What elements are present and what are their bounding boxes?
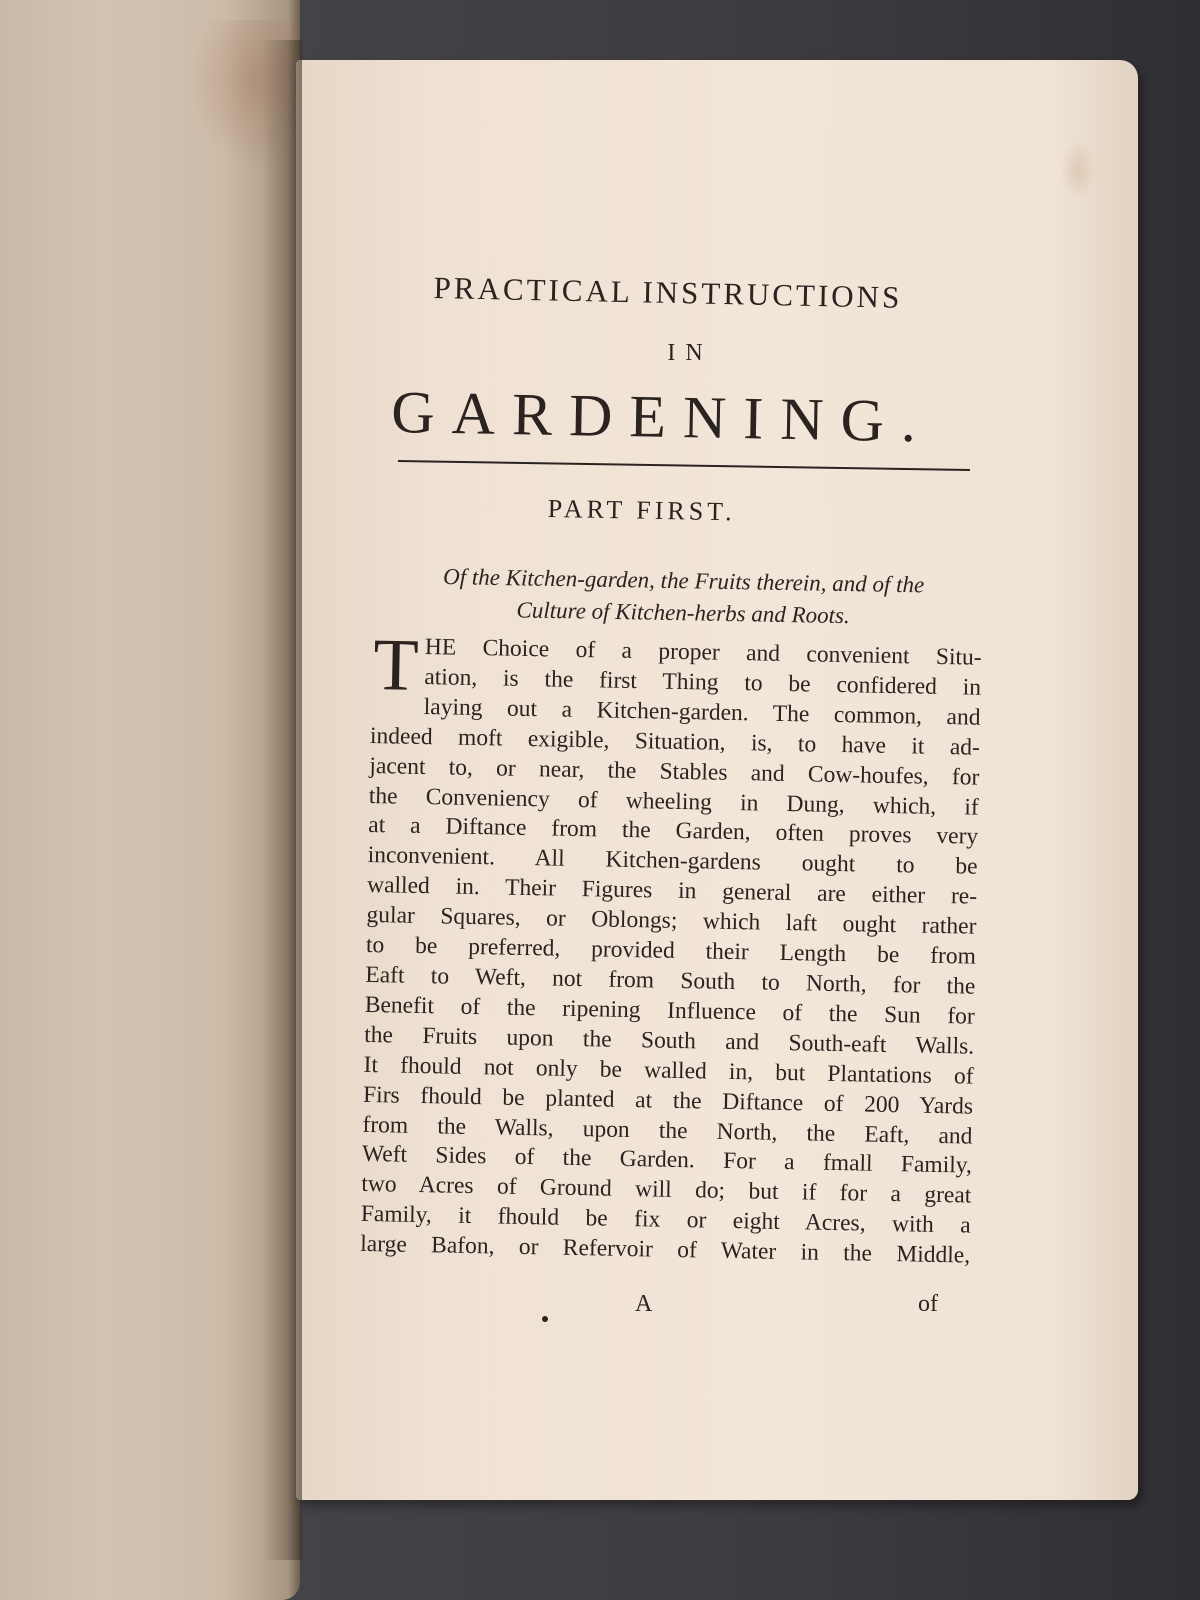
part-heading: PART FIRST.: [547, 494, 736, 527]
body-line: Firs fhould be planted at the Diftance of 200 Yards: [362, 1081, 974, 1120]
body-line: Family, it fhould be fix or eight Acres, with a: [360, 1201, 971, 1239]
body-line: ation, is the first Thing to be confidered in: [424, 663, 982, 701]
body-line: gular Squares, or Oblongs; which laft ought rather: [366, 902, 977, 940]
body-line: the Fruits upon the South and South-eaft Walls.: [364, 1021, 975, 1060]
body-line: the Conveniency of wheeling in Dung, which, if: [368, 782, 979, 821]
body-line: inconvenient. All Kitchen-gardens ought to be: [367, 842, 978, 881]
title-in: IN: [667, 340, 713, 366]
body-line: from the Walls, upon the North, the Eaft, and: [362, 1111, 973, 1150]
drop-cap: T: [372, 624, 420, 707]
body-line: indeed moft exigible, Situation, is, to have it ad-: [369, 722, 981, 761]
main-title: GARDENING.: [390, 378, 934, 455]
body-line: laying out a Kitchen-garden. The common, and: [423, 693, 981, 731]
body-line: two Acres of Ground will do; but if for a great: [361, 1171, 972, 1209]
chapter-subtitle: [383, 560, 984, 634]
body-line: It fhould not only be walled in, but Plantations of: [363, 1051, 974, 1090]
body-line: walled in. Their Figures in general are either re-: [366, 872, 978, 910]
catchword: of: [918, 1291, 938, 1317]
body-line: at a Diftance from the Garden, often proves very: [368, 812, 979, 851]
title-line: PRACTICAL INSTRUCTIONS: [433, 270, 903, 315]
body-line: Weft Sides of the Garden. For a fmall Family,: [361, 1141, 973, 1180]
body-line: jacent to, or near, the Stables and Cow-houfes, for: [369, 752, 980, 791]
body-line: Benefit of the ripening Influence of the Sun for: [364, 991, 975, 1030]
page-stain: [1060, 140, 1096, 200]
subtitle-line-2: Culture of Kitchen-herbs and Roots.: [516, 597, 850, 629]
ink-dot: [542, 1316, 548, 1322]
page-gutter-shadow: [262, 40, 302, 1560]
left-page: [0, 0, 300, 1600]
signature-mark: A: [635, 1291, 653, 1317]
body-line: Eaft to Weft, not from South to North, for the: [365, 961, 976, 1000]
body-line: large Bafon, or Refervoir of Water in the Middle,: [359, 1231, 971, 1269]
subtitle-line-1: Of the Kitchen-garden, the Fruits therein, and of the: [442, 564, 925, 598]
body-text: [359, 624, 982, 1272]
body-line: HE Choice of a proper and convenient Situ-: [424, 634, 982, 671]
body-line: to be preferred, provided their Length be from: [365, 932, 977, 970]
